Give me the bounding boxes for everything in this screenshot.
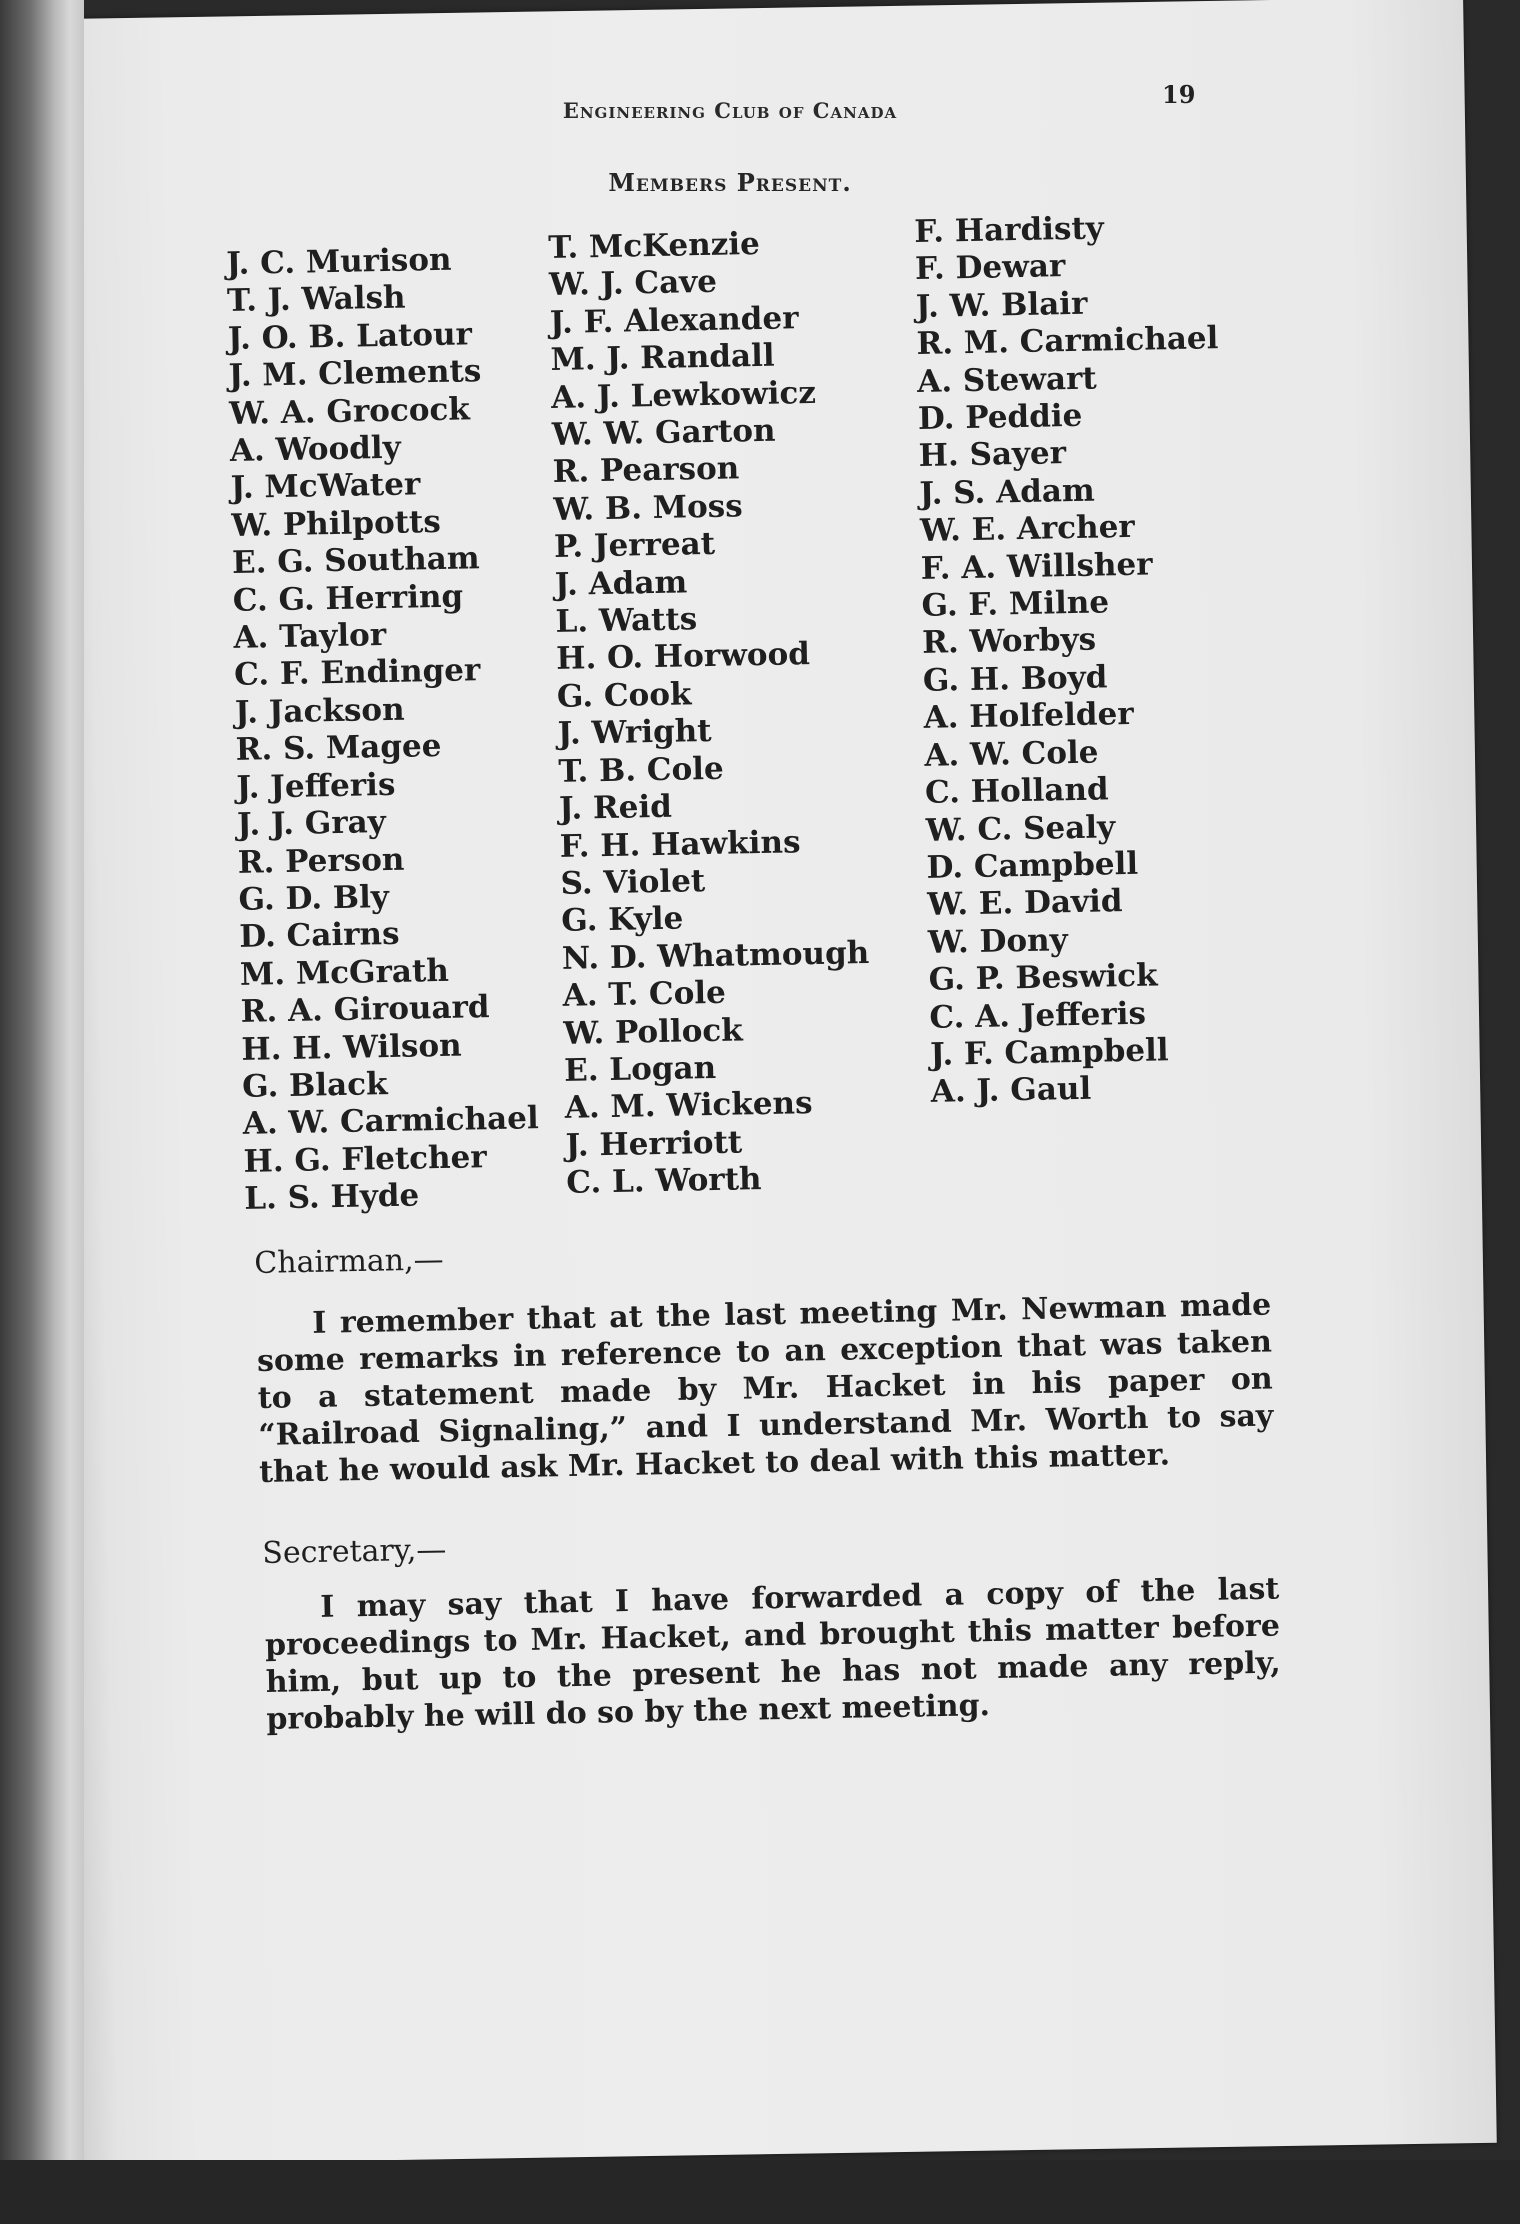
member-name: G. Kyle bbox=[560, 900, 684, 940]
member-name: A. Taylor bbox=[233, 617, 387, 656]
running-header: Engineering Club of Canada bbox=[562, 98, 898, 123]
member-name: D. Cairns bbox=[238, 916, 400, 956]
member-name: R. Person bbox=[237, 841, 405, 881]
member-name: W. A. Grocock bbox=[228, 390, 471, 432]
member-name: J. Adam bbox=[554, 564, 688, 603]
member-name: J. J. Gray bbox=[236, 804, 387, 843]
member-name: J. Jackson bbox=[234, 691, 405, 731]
member-name: H. O. Horwood bbox=[555, 636, 811, 678]
member-name: W. J. Cave bbox=[548, 264, 718, 304]
member-name: J. F. Campbell bbox=[929, 1032, 1169, 1073]
member-name: W. Philpotts bbox=[231, 503, 442, 544]
member-name: H. Sayer bbox=[918, 435, 1067, 475]
member-name: A. J. Lewkowicz bbox=[550, 374, 817, 416]
member-name: P. Jerreat bbox=[553, 526, 716, 566]
member-name: A. M. Wickens bbox=[564, 1085, 813, 1127]
member-name: J. W. Blair bbox=[915, 285, 1088, 325]
member-name: F. Hardisty bbox=[914, 210, 1105, 250]
member-name: W. B. Moss bbox=[553, 488, 743, 528]
member-name: A. W. Cole bbox=[924, 734, 1099, 774]
members-column-3 bbox=[914, 208, 1233, 1111]
member-name: M. J. Randall bbox=[550, 337, 775, 379]
page-bottom-edge bbox=[0, 2160, 1520, 2224]
member-name: A. Stewart bbox=[916, 360, 1098, 400]
member-name: C. L. Worth bbox=[565, 1161, 762, 1201]
member-name: J. Jefferis bbox=[236, 766, 396, 806]
member-name: J. Reid bbox=[558, 788, 673, 827]
member-name: C. G. Herring bbox=[232, 578, 464, 619]
member-name: R. Pearson bbox=[552, 450, 740, 491]
member-name: L. S. Hyde bbox=[243, 1177, 420, 1217]
member-name: T. McKenzie bbox=[548, 225, 761, 266]
member-name: D. Peddie bbox=[917, 397, 1083, 437]
member-name: C. Holland bbox=[924, 771, 1109, 811]
member-name: J. McWater bbox=[230, 466, 421, 507]
member-name: G. D. Bly bbox=[238, 878, 390, 918]
members-column-2 bbox=[548, 224, 874, 1202]
members-column-1 bbox=[226, 240, 541, 1218]
member-name: A. T. Cole bbox=[562, 974, 727, 1014]
member-name: G. P. Beswick bbox=[928, 957, 1158, 998]
member-name: N. D. Whatmough bbox=[561, 934, 870, 977]
book-binding bbox=[0, 0, 84, 2224]
speaker-chairman: Chairman,— bbox=[254, 1242, 444, 1281]
member-name: W. C. Sealy bbox=[925, 808, 1116, 849]
speaker-secretary: Secretary,— bbox=[262, 1532, 447, 1571]
member-name: G. F. Milne bbox=[921, 584, 1110, 624]
member-name: J. F. Alexander bbox=[549, 300, 799, 341]
member-name: A. Holfelder bbox=[923, 696, 1134, 737]
section-title: Members Present. bbox=[608, 168, 852, 197]
member-name: J. S. Adam bbox=[919, 472, 1096, 512]
member-name: R. Worbys bbox=[921, 622, 1097, 662]
member-name: H. G. Fletcher bbox=[243, 1138, 488, 1180]
paragraph-secretary: I may say that I have forwarded a copy of the last proceedings to Mr. Hacket, and brought this matter before him, but up to the present he has not made any reply, probably he will do so by the next meeting. bbox=[264, 1571, 1281, 1737]
member-name: A. J. Gaul bbox=[930, 1071, 1092, 1111]
member-name: G. Cook bbox=[556, 676, 692, 715]
member-name: W. W. Garton bbox=[551, 412, 776, 453]
member-name: H. H. Wilson bbox=[241, 1027, 462, 1068]
member-name: T. J. Walsh bbox=[226, 279, 406, 320]
member-name: T. B. Cole bbox=[558, 750, 725, 790]
member-name: D. Campbell bbox=[926, 845, 1139, 886]
member-name: W. Pollock bbox=[563, 1011, 744, 1052]
member-name: J. C. Murison bbox=[226, 241, 452, 282]
paragraph-chairman: I remember that at the last meeting Mr. Newman made some remarks in reference to an exception that was taken to a statement made by Mr. Hacket in his paper on “Railroad Signaling,” and I understand Mr. Worth to say that he would ask Mr. Hacket to deal with this matter. bbox=[256, 1287, 1274, 1490]
member-name: F. A. Willsher bbox=[920, 546, 1153, 587]
member-name: W. E. David bbox=[926, 883, 1123, 924]
member-name: L. Watts bbox=[555, 601, 698, 640]
member-name: F. H. Hawkins bbox=[559, 823, 801, 865]
member-name: J. Wright bbox=[557, 713, 712, 753]
member-name: A. W. Carmichael bbox=[242, 1100, 540, 1143]
member-name: W. E. Archer bbox=[919, 509, 1136, 550]
member-name: F. Dewar bbox=[914, 248, 1066, 288]
member-name: W. Dony bbox=[927, 921, 1068, 961]
member-name: G. Black bbox=[241, 1065, 388, 1105]
member-name: M. McGrath bbox=[239, 952, 450, 993]
member-name: R. M. Carmichael bbox=[916, 320, 1219, 363]
member-name: J. Herriott bbox=[565, 1124, 743, 1164]
member-name: J. O. B. Latour bbox=[227, 316, 473, 357]
member-name: C. F. Endinger bbox=[233, 652, 481, 694]
member-name: R. S. Magee bbox=[235, 728, 442, 769]
member-name: E. G. Southam bbox=[231, 540, 480, 582]
page-number: 19 bbox=[1162, 80, 1196, 109]
member-name: E. Logan bbox=[563, 1049, 717, 1089]
member-name: A. Woodly bbox=[229, 429, 402, 469]
member-name: R. A. Girouard bbox=[240, 989, 490, 1030]
member-name: G. H. Boyd bbox=[922, 659, 1108, 699]
member-name: J. M. Clements bbox=[228, 353, 482, 395]
member-name: C. A. Jefferis bbox=[929, 995, 1147, 1036]
member-name: S. Violet bbox=[560, 863, 706, 902]
